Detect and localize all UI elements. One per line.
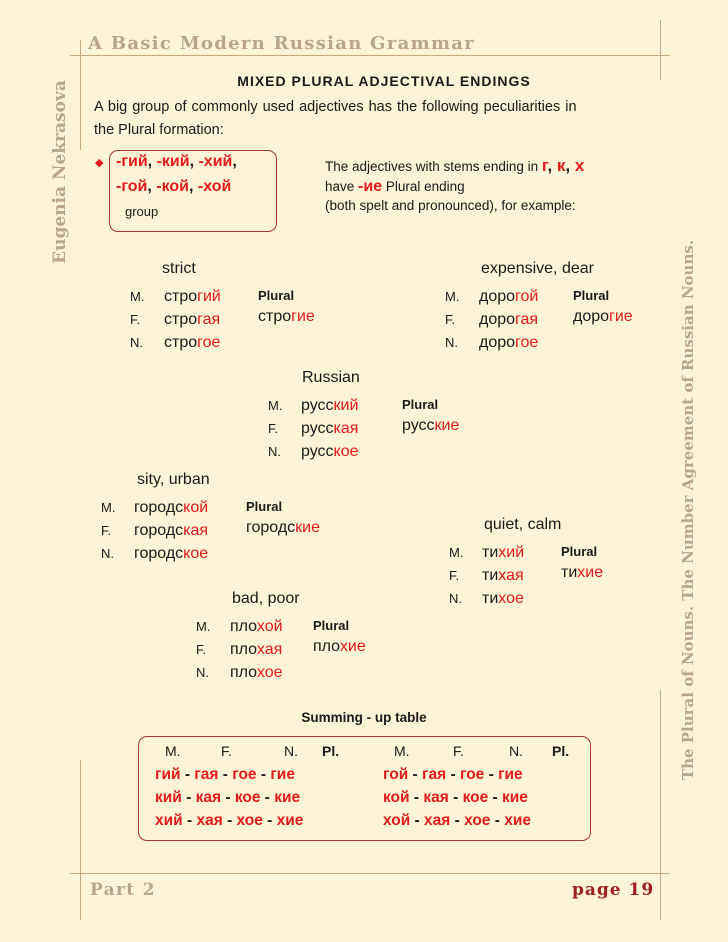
summary-row (383, 812, 531, 830)
word-stem: русс (301, 397, 334, 414)
example-gloss: Russian (302, 369, 360, 386)
word-stem: стро (164, 311, 198, 328)
word-ending: гое (515, 334, 539, 351)
word-ending: гая (197, 311, 221, 328)
summary-dash: - (180, 766, 195, 783)
word-ending: хая (498, 567, 524, 584)
word-ending: гая (515, 311, 539, 328)
summary-ending: хое (236, 812, 263, 829)
rule-line-2 (325, 178, 465, 196)
word-stem: ти (482, 544, 499, 561)
frame-line-left (80, 40, 81, 150)
summary-row (383, 766, 523, 784)
gender-label-f: F. (130, 312, 141, 327)
adjective-plural (313, 635, 366, 658)
rule-text-2a: have (325, 179, 359, 194)
gender-label-m: M. (196, 619, 211, 634)
summary-header-cell: F. (221, 743, 232, 759)
rule-text-2b: Plural ending (382, 179, 465, 194)
adjective-f (134, 519, 208, 542)
rule-line-3: (both spelt and pronounced), for example: (325, 198, 576, 213)
part-label: Part 2 (90, 880, 156, 900)
word-ending: кие (434, 417, 460, 434)
summary-dash: - (260, 789, 275, 806)
word-stem: ти (561, 564, 578, 581)
word-ending: кой (183, 499, 209, 516)
summary-ending: гие (270, 766, 295, 783)
gender-label-f: F. (101, 523, 112, 538)
summary-dash: - (218, 766, 233, 783)
adjective-n (134, 542, 208, 565)
summary-header-cell: N. (509, 743, 523, 759)
summary-ending: хое (464, 812, 491, 829)
summary-ending: гая (422, 766, 447, 783)
word-stem: городс (246, 519, 296, 536)
word-ending: хой (256, 618, 283, 635)
summary-ending: кое (234, 789, 261, 806)
word-ending: кий (333, 397, 359, 414)
word-ending: кие (295, 519, 321, 536)
example-gloss: bad, poor (232, 590, 300, 607)
summary-ending: кие (274, 789, 301, 806)
adjective-plural (402, 414, 459, 437)
word-ending: кая (333, 420, 359, 437)
bullet-seg-5: , (232, 153, 237, 170)
word-stem: русс (301, 420, 334, 437)
gender-label-f: F. (196, 642, 207, 657)
summary-header-cell: N. (284, 743, 298, 759)
bullet-seg-2: -кий (156, 153, 190, 170)
summary-ending: кая (423, 789, 449, 806)
example-gloss: expensive, dear (481, 260, 594, 277)
gender-label-n: N. (445, 335, 458, 350)
summary-title: Summing - up table (301, 710, 427, 725)
word-stem: доро (479, 311, 516, 328)
word-stem: городс (134, 499, 184, 516)
summary-ending: кой (383, 789, 410, 806)
gender-label-f: F. (268, 421, 279, 436)
gender-label-m: M. (268, 398, 283, 413)
frame-line-bottom (70, 873, 670, 874)
summary-header-cell: Pl. (552, 743, 570, 759)
gender-label-m: M. (101, 500, 116, 515)
summary-row (155, 766, 295, 784)
summary-header-cell: F. (453, 743, 464, 759)
bullet-seg2-3: , (189, 178, 198, 195)
gender-label-n: N. (196, 665, 209, 680)
word-stem: стро (164, 334, 198, 351)
word-stem: стро (258, 308, 292, 325)
bullet-seg-4: -хий (198, 153, 233, 170)
summary-dash: - (262, 812, 277, 829)
gender-label-m: M. (445, 289, 460, 304)
bullet-seg-1: , (147, 153, 157, 170)
word-stem: пло (230, 618, 257, 635)
adjective-plural (573, 305, 633, 328)
bullet-icon: ◆ (95, 157, 104, 169)
adjective-plural (246, 516, 320, 539)
section-title: MIXED PLURAL ADJECTIVAL ENDINGS (237, 73, 531, 89)
summary-dash: - (410, 812, 425, 829)
frame-line-right-upper (660, 20, 661, 80)
gender-label-m: M. (130, 289, 145, 304)
bullet-seg-0: -гий (116, 153, 148, 170)
summary-row (155, 812, 303, 830)
rule-letter-0: г (541, 156, 548, 175)
adjective-f (479, 308, 538, 331)
adjective-m (479, 285, 538, 308)
summary-header-cell: M. (165, 743, 181, 759)
adjective-n (301, 440, 359, 463)
word-ending: кая (183, 522, 209, 539)
rule-text-1: The adjectives with stems ending in (325, 159, 542, 174)
summary-ending: гие (498, 766, 523, 783)
plural-label: Plural (402, 397, 439, 412)
bullet-seg2-2: -кой (156, 178, 190, 195)
adjective-f (164, 308, 220, 331)
summary-ending: хие (504, 812, 531, 829)
word-stem: доро (479, 334, 516, 351)
word-ending: хий (498, 544, 525, 561)
plural-label: Plural (561, 544, 598, 559)
bullet-seg-3: , (189, 153, 199, 170)
summary-ending: кие (502, 789, 528, 806)
side-chapter-title: The Plural of Nouns. The Number Agreement of Russian Nouns. (679, 239, 697, 781)
intro-line-1: A big group of commonly used adjectives has the following peculiarities in (94, 99, 577, 115)
adjective-plural (561, 561, 603, 584)
summary-ending: гое (232, 766, 257, 783)
gender-label-m: M. (449, 545, 464, 560)
gender-label-n: N. (268, 444, 281, 459)
rule-ending: -ие (358, 178, 383, 195)
word-ending: кое (183, 545, 209, 562)
summary-ending: гий (155, 766, 181, 783)
summary-ending: гой (383, 766, 409, 783)
adjective-f (301, 417, 358, 440)
adjective-m (301, 394, 358, 417)
bullet-seg2-1: , (147, 178, 157, 195)
adjective-f (482, 564, 524, 587)
word-ending: хое (498, 590, 524, 607)
word-ending: хие (577, 564, 604, 581)
summary-dash: - (222, 812, 237, 829)
summary-header-cell: Pl. (322, 743, 340, 759)
word-stem: доро (573, 308, 610, 325)
gender-label-f: F. (449, 568, 460, 583)
summary-dash: - (181, 789, 196, 806)
summary-ending: гое (459, 766, 485, 783)
word-ending: гий (197, 288, 221, 305)
summary-dash: - (408, 766, 423, 783)
word-stem: доро (479, 288, 516, 305)
word-stem: ти (482, 590, 499, 607)
bullet-seg2-4: -хой (197, 178, 232, 195)
word-stem: городс (134, 545, 184, 562)
word-ending: хое (256, 664, 283, 681)
summary-dash: - (488, 789, 502, 806)
word-stem: русс (301, 443, 334, 460)
adjective-n (230, 661, 283, 684)
adjective-n (482, 587, 524, 610)
gender-label-n: N. (130, 335, 143, 350)
word-stem: русс (402, 417, 435, 434)
summary-dash: - (490, 812, 505, 829)
summary-ending: хая (196, 812, 223, 829)
adjective-n (164, 331, 220, 354)
rule-letter-2: к (556, 156, 566, 175)
summary-ending: хой (383, 812, 411, 829)
word-stem: пло (313, 638, 340, 655)
word-ending: гое (197, 334, 221, 351)
gender-label-n: N. (449, 591, 462, 606)
summary-dash: - (450, 812, 465, 829)
word-ending: хие (339, 638, 366, 655)
author-name: Eugenia Nekrasova (50, 80, 70, 264)
gender-label-f: F. (445, 312, 456, 327)
rule-letters (542, 156, 584, 175)
summary-ending: хая (424, 812, 451, 829)
rule-letter-4: х (574, 156, 585, 175)
summary-dash: - (448, 789, 463, 806)
summary-row (155, 789, 300, 807)
bullet-group-label: group (125, 204, 159, 219)
word-stem: ти (482, 567, 499, 584)
summary-dash: - (221, 789, 235, 806)
adjective-plural (258, 305, 315, 328)
summary-ending: хий (155, 812, 183, 829)
rule-line-1 (325, 156, 584, 176)
example-gloss: quiet, calm (484, 516, 562, 533)
word-ending: гие (291, 308, 315, 325)
bullet-seg2-0: -гой (116, 178, 148, 195)
word-ending: гие (609, 308, 633, 325)
adjective-m (134, 496, 208, 519)
plural-label: Plural (246, 499, 283, 514)
summary-dash: - (256, 766, 271, 783)
rule-letter-1: , (547, 156, 557, 175)
word-ending: хая (256, 641, 283, 658)
word-stem: стро (164, 288, 198, 305)
plural-label: Plural (573, 288, 610, 303)
intro-line-2: the Plural formation: (94, 122, 224, 138)
example-gloss: strict (162, 260, 196, 277)
summary-ending: гая (194, 766, 219, 783)
word-ending: гой (515, 288, 539, 305)
rule-letter-3: , (565, 156, 575, 175)
example-gloss: sity, urban (137, 471, 210, 488)
adjective-m (482, 541, 524, 564)
summary-dash: - (446, 766, 460, 783)
summary-ending: хие (276, 812, 304, 829)
summary-header-cell: M. (394, 743, 410, 759)
bullet-line-2 (116, 178, 231, 196)
word-stem: городс (134, 522, 184, 539)
adjective-f (230, 638, 282, 661)
summary-dash: - (484, 766, 499, 783)
gender-label-n: N. (101, 546, 114, 561)
summary-ending: кое (462, 789, 489, 806)
word-stem: пло (230, 641, 257, 658)
summary-ending: кий (155, 789, 182, 806)
plural-label: Plural (313, 618, 350, 633)
summary-row (383, 789, 528, 807)
adjective-n (479, 331, 538, 354)
summary-ending: кая (195, 789, 222, 806)
book-title: A Basic Modern Russian Grammar (88, 33, 476, 54)
word-stem: пло (230, 664, 257, 681)
frame-line-top (70, 55, 670, 56)
bullet-line-1 (116, 153, 237, 171)
page-number: page 19 (572, 880, 655, 900)
word-ending: кое (333, 443, 359, 460)
adjective-m (164, 285, 221, 308)
summary-dash: - (182, 812, 197, 829)
frame-line-left-lower (80, 760, 81, 920)
summary-dash: - (409, 789, 424, 806)
adjective-m (230, 615, 283, 638)
plural-label: Plural (258, 288, 295, 303)
